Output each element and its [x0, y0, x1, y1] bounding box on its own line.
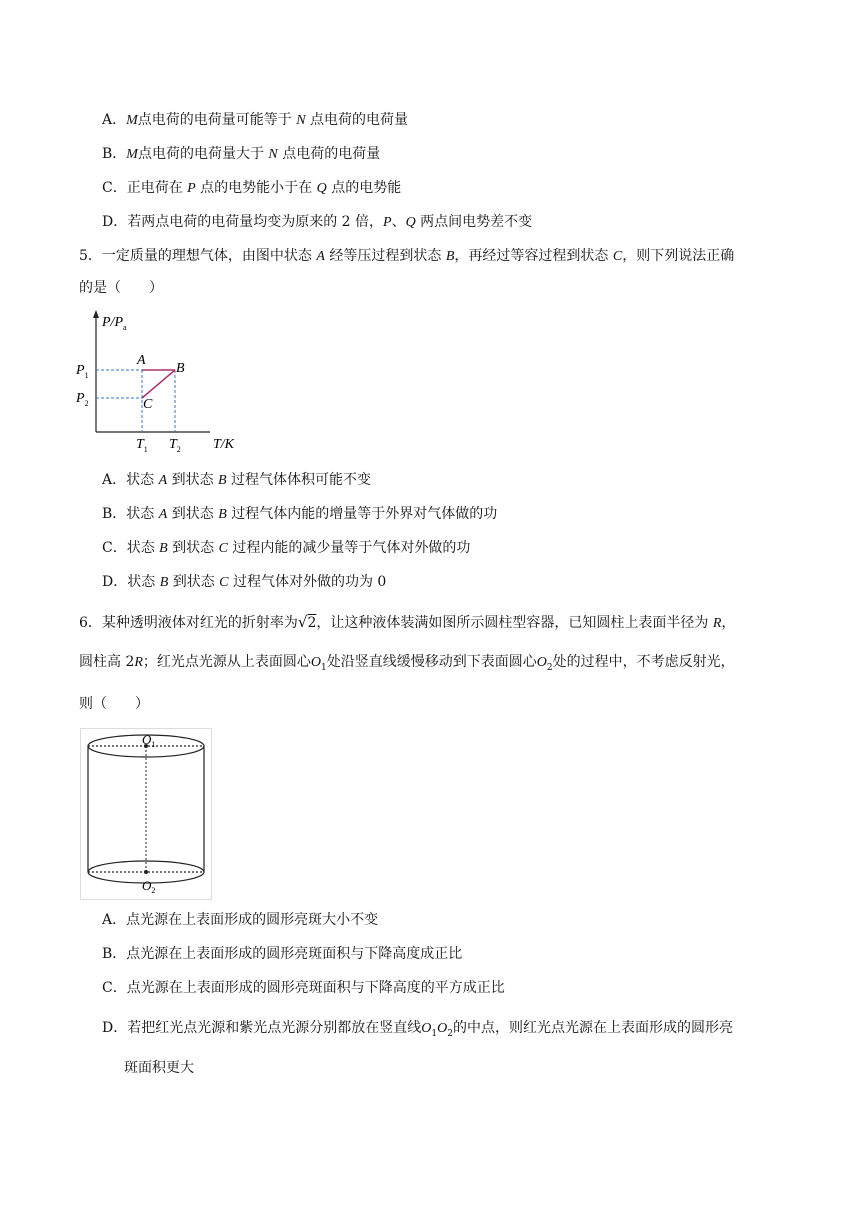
- q4-option-b: B．M点电荷的电荷量大于 N 点电荷的电荷量: [102, 146, 381, 162]
- p2-label: $P_2$: [76, 391, 89, 408]
- q6-stem-line1: 6．某种透明液体对红光的折射率为√2，让这种液体装满如图所示圆柱型容器，已知圆柱上表面半径为 R，: [79, 613, 736, 631]
- q6-option-d: D．若把红光点光源和紫光点光源分别都放在竖直线$O_1O_2$的中点，则红光点光源在上表面形成的圆形亮: [102, 1020, 733, 1039]
- sqrt-value: 2: [307, 615, 317, 631]
- q5-option-a: A．状态 A 到状态 B 过程气体体积可能不变: [102, 472, 372, 488]
- q5-stem-line2: 的是（ ）: [79, 280, 163, 296]
- q4-option-d: D．若两点电荷的电荷量均变为原来的 2 倍，P、Q 两点间电势差不变: [102, 214, 533, 230]
- p1-label: $P_1$: [76, 363, 89, 380]
- point-c-label: C: [143, 397, 153, 412]
- q6-stem-line3: 则（ ）: [79, 696, 149, 712]
- q6-option-c: C．点光源在上表面形成的圆形亮斑面积与下降高度的平方成正比: [102, 980, 505, 996]
- q5-option-c: C．状态 B 到状态 C 过程内能的减少量等于气体对外做的功: [102, 540, 471, 556]
- y-axis-arrow: [93, 310, 99, 318]
- q6-stem-line2: 圆柱高 2R；红光点光源从上表面圆心$O_1$处沿竖直线缓慢移动到下表面圆心$O_2$处的过程中，不考虑反射光，: [79, 654, 735, 673]
- o2-label: $O_2$: [142, 878, 156, 895]
- t2-label: $T_2$: [169, 437, 181, 454]
- t1-label: $T_1$: [136, 437, 148, 454]
- q4-option-a: A．M点电荷的电荷量可能等于 N 点电荷的电荷量: [102, 112, 409, 128]
- sqrt-symbol: √: [297, 613, 308, 631]
- point-a-label: A: [137, 353, 146, 368]
- process-bc: [142, 370, 175, 398]
- pt-diagram: [70, 308, 270, 458]
- cylinder-diagram: [80, 728, 212, 900]
- q6-option-a: A．点光源在上表面形成的圆形亮斑大小不变: [102, 912, 379, 928]
- q6-option-b: B．点光源在上表面形成的圆形亮斑面积与下降高度成正比: [102, 946, 463, 962]
- o1-label: $O_1$: [142, 732, 156, 749]
- q4-option-c: C．正电荷在 P 点的电势能小于在 Q 点的电势能: [102, 180, 402, 196]
- q5-option-b: B．状态 A 到状态 B 过程气体内能的增量等于外界对气体做的功: [102, 506, 498, 522]
- q5-stem-line1: 5．一定质量的理想气体，由图中状态 A 经等压过程到状态 B，再经过等容过程到状态 C，则下列说法正确: [79, 248, 735, 264]
- y-axis-label: $P/P_a$: [102, 315, 127, 332]
- q5-option-d: D．状态 B 到状态 C 过程气体对外做的功为 0: [102, 574, 387, 590]
- q6-option-d-continued: 斑面积更大: [124, 1060, 194, 1076]
- bottom-center-point: [144, 870, 148, 874]
- point-b-label: B: [176, 361, 185, 376]
- x-axis-label: T/K: [213, 437, 235, 452]
